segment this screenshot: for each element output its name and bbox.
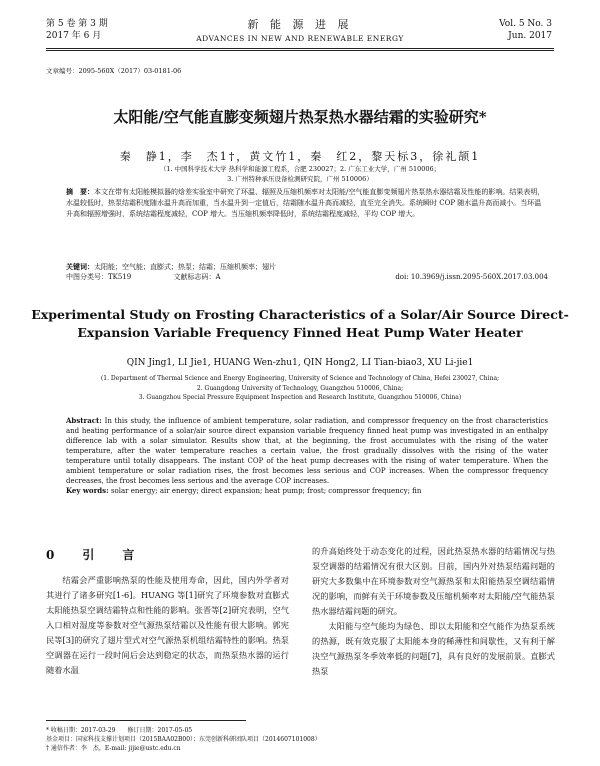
abstract-zh bbox=[66, 186, 548, 220]
authors-zh: 秦 静1，李 杰1†，黄文竹1，秦 红2，黎天标3，徐礼颉1 bbox=[119, 150, 481, 163]
date-zh: 2017 年 6 月 bbox=[46, 31, 102, 41]
journal-name-zh: 新 能 源 进 展 bbox=[247, 18, 353, 31]
keywords-zh: 太阳能；空气能；直膨式；热泵；结霜；压缩机频率；翅片 bbox=[94, 263, 276, 271]
affiliation-en-line: (1. Department of Thermal Science and Energy Engineering, University of Science and Technology of China, Hefei 230027, China; bbox=[100, 375, 500, 382]
abstract-zh-text: 本文在带有太阳能模拟器的焓差实验室中研究了环温、辐照及压缩机频率对太阳能/空气能直膨变频翅片热泵热水器结霜及性能的影响。结果表明，水温较低时，热泵结霜积度随水温升高而加重，当水温升到一定值后，结霜随水温升高而减轻，直至完全消失。系统瞬时 COP 随水温升高而减小。当环温升高和辐照增强时，系统结霜程度减轻，COP 增大。当压缩机频率降低时，系统结霜程度减轻，平均 COP 增大。 bbox=[66, 188, 545, 218]
abstract-en-text: In this study, the influence of ambient temperature, solar radiation, and compressor frequency on the frost characteristics and heating performance of a solar/air source direct expansion variable frequency finned heat pump was investigated in an enthalpy difference lab with a solar simulator. Results show that, at the beginning, the frost accumulates with the rising of the water temperature, after the water temperature reaches a certain value, the frost gradually dissolves with the rising of the water temperature until totally disappears. The instant COP of the heat pump decreases with the rising of water temperature. When the ambient temperature or solar radiation rises, the frost becomes less serious and COP increases. When the compressor frequency decreases, the frost becomes less serious and the average COP increases. bbox=[66, 417, 548, 485]
volume-issue-en: Vol. 5 No. 3 bbox=[499, 19, 552, 29]
keywords-zh-label: 关键词： bbox=[66, 262, 94, 271]
header-right bbox=[499, 18, 552, 42]
clc-number: 中图分类号：TK519 bbox=[66, 273, 132, 281]
section-heading: 0 引 言 bbox=[46, 548, 143, 562]
body-column-right bbox=[312, 544, 555, 679]
footnote-dates: * 收稿日期：2017-03-29 修订日期：2017-05-05 bbox=[46, 727, 193, 734]
abstract-zh-label: 摘 要： bbox=[66, 187, 94, 196]
affiliation-en-line: 2. Guangdong University of Technology, Guangzhou 510006, China; bbox=[196, 384, 404, 392]
body-paragraph: 结霜会严重影响热泵的性能及使用寿命，因此，国内外学者对其进行了诸多研究[1-6]。HUANG 等[1]研究了环境参数对直膨式太阳能热泵空调结霜特点和性能的影响。张晋等[2]研究表明，空气入口相对湿度等参数对空气源热泵结霜以及性能有很大影响。郭宪民等[3]的研究了翅片型式对空气源热泵机组结霜特性的影响。热泵空调器在运行一段时间后会达到稳定的状态，而热泵热水器的运行随着水温 bbox=[46, 575, 289, 675]
title-en: Experimental Study on Frosting Characteristics of a Solar/Air Source Direct-Expansion Variable Frequency Finned Heat Pump Water Heater bbox=[31, 307, 569, 340]
affiliation-zh-line: 3. 广州特种承压设备检测研究院，广州 510006） bbox=[227, 175, 373, 183]
article-number: 文章编号：2095-560X（2017）03-0181-06 bbox=[46, 67, 182, 75]
document-code: 文献标志码：A bbox=[173, 273, 221, 281]
affiliation-en-line: 3. Guangzhou Special Pressure Equipment Inspection and Research Institute, Guangzhou 510006, China) bbox=[138, 394, 462, 401]
footnotes bbox=[46, 726, 554, 753]
footnote-rule bbox=[46, 720, 246, 721]
volume-issue-zh: 第 5 卷 第 3 期 bbox=[46, 19, 108, 29]
header-rule bbox=[46, 48, 554, 49]
header-rule-thin bbox=[46, 50, 554, 51]
body-column-left bbox=[46, 548, 289, 678]
authors-en: QIN Jing1, LI Jie1, HUANG Wen-zhu1, QIN Hong2, LI Tian-biao3, XU Li-jie1 bbox=[126, 358, 474, 368]
abstract-en-label: Abstract: bbox=[66, 416, 102, 425]
date-en: Jun. 2017 bbox=[508, 31, 552, 41]
keywords-zh-block bbox=[66, 262, 548, 282]
body-paragraph: 的升高始终处于动态变化的过程，因此热泵热水器的结霜情况与热泵空调器的结霜情况有很大区别。目前，国内外对热泵结霜问题的研究大多数集中在环境参数对空气源热泵和太阳能热泵空调结霜情况的影响，而鲜有关于环境参数及压缩机频率对太阳能/空气能热泵热水器结霜问题的研究。 bbox=[312, 546, 555, 616]
keywords-en: solar energy; air energy; direct expansion; heat pump; frost; compressor frequency; fin bbox=[110, 487, 422, 495]
affiliation-zh-line: （1. 中国科学技术大学 热科学和能源工程系，合肥 230027；2. 广东工业大学，广州 510006； bbox=[159, 165, 441, 173]
journal-name-en: ADVANCES IN NEW AND RENEWABLE ENERGY bbox=[196, 34, 404, 43]
title-zh: 太阳能/空气能直膨变频翅片热泵热水器结霜的实验研究* bbox=[113, 108, 487, 126]
footnote-funding: 基金项目：国家科技支撑计划项目（2015BAA02B00）；东莞创新科研团队项目（2014607101008） bbox=[46, 736, 321, 743]
abstract-en bbox=[66, 416, 548, 496]
keywords-en-label: Key words: bbox=[66, 486, 109, 495]
body-paragraph: 太阳能与空气能均为绿色、即以太阳能和空气能作为热泵系统的热源，既有效克服了太阳能本身的稀薄性和间歇性，又有利于解决空气源热泵冬季效率低的问题[7]，具有良好的发展前景。直膨式热泵 bbox=[312, 621, 555, 676]
affiliations-en bbox=[0, 374, 600, 403]
doi: doi: 10.3969/j.issn.2095-560X.2017.03.004 bbox=[395, 273, 548, 281]
footnote-correspondence: † 通信作者：李 杰，E-mail: jijie@ustc.edu.cn bbox=[46, 745, 181, 752]
affiliations-zh bbox=[0, 164, 600, 184]
